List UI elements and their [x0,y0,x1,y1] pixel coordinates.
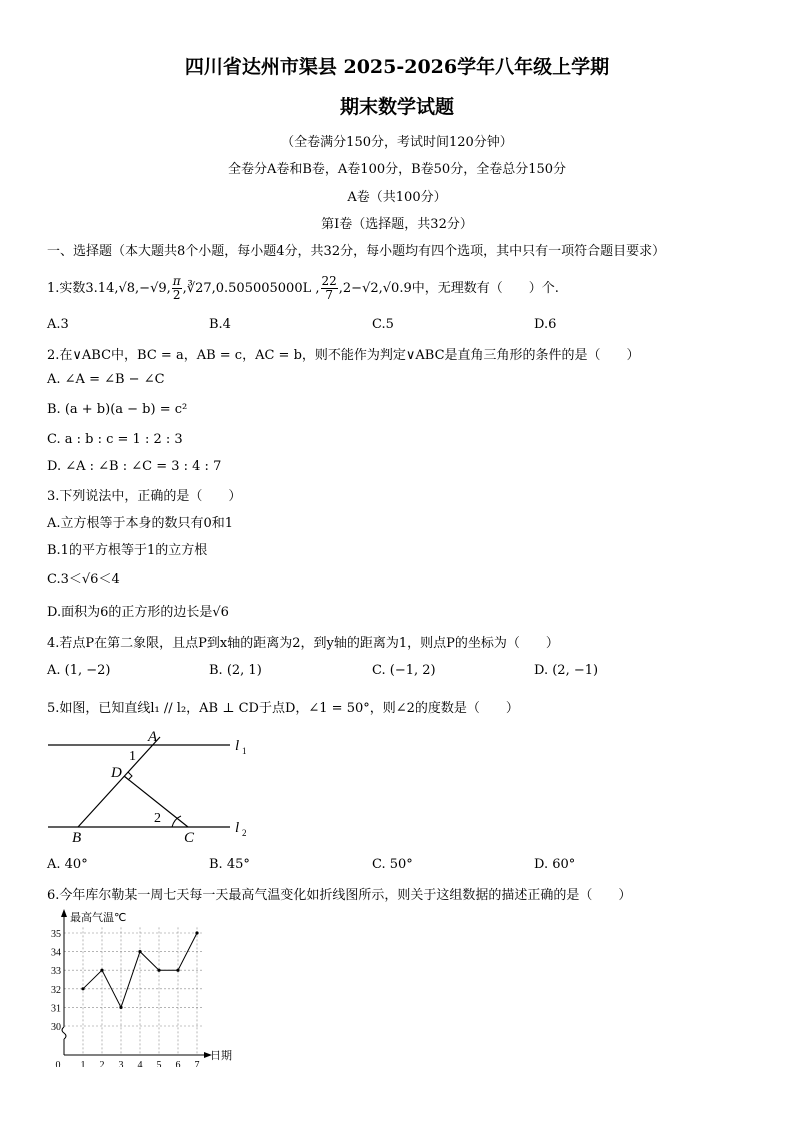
label-d: D [111,765,122,781]
exam-info-parts: 全卷分A卷和B卷，A卷100分，B卷50分，全卷总分150分 [227,162,567,177]
origin-label: 0 [55,1060,61,1067]
data-point-day-2 [100,969,103,972]
q1-option-c: C.5 [372,317,394,332]
chart-axes [61,909,212,1058]
segment-ab [78,737,160,827]
q1-option-b: B.4 [209,317,231,332]
y-tick-label-32: 32 [51,984,61,996]
x-tick-label-5: 5 [156,1060,162,1067]
q4-option-c: C. (−1, 2) [372,663,436,678]
q1-fraction-denominator: 7 [325,288,333,302]
label-l2: l [235,820,240,836]
y-axis-break [62,1027,66,1039]
exam-info-section: 第Ⅰ卷（选择题，共32分） [321,217,473,232]
q3-option-b: B.1的平方根等于1的立方根 [47,543,208,558]
data-point-day-3 [119,1006,122,1009]
q1-option-a: A.3 [47,317,69,332]
exam-info-score-time: （全卷满分150分，考试时间120分钟） [281,135,513,150]
label-l1: l [235,738,240,754]
y-axis-arrow [61,909,67,917]
label-angle-1: 1 [129,749,136,764]
q4-option-a: A. (1, −2) [47,663,111,678]
x-tick-label-6: 6 [175,1060,181,1067]
question-3: 3.下列说法中，正确的是（ ） [47,489,242,504]
label-a: A [148,729,158,745]
q4-option-b: B. (2, 1) [209,663,262,678]
q1-fraction [321,275,338,302]
parallel-lines-figure [40,725,260,850]
q2-option-b: B. (a + b)(a − b) = c² [47,402,188,417]
question-6: 6.今年库尔勒某一周七天每一天最高气温变化如折线图所示，则关于这组数据的描述正确的是（ ） [47,888,632,903]
temperature-line-chart [40,905,250,1067]
label-c: C [184,830,195,846]
x-tick-label-7: 7 [194,1060,200,1067]
q2-option-c: C. a : b : c = 1 : 2 : 3 [47,432,183,447]
x-tick-label-1: 1 [80,1060,86,1067]
exam-title-line2: 期末数学试题 [339,96,454,118]
chart-grid [64,927,203,1055]
q1-fraction-numerator: 22 [321,274,337,288]
chart-x-axis-label: 日期 [210,1049,232,1062]
q1-seq-b: ,∛27,0.505005000L , [182,281,320,296]
q1-seq-c: ,2−√2,√0.9 [338,281,412,296]
q2-option-a: A. ∠A = ∠B − ∠C [47,372,165,387]
question-4: 4.若点P在第二象限，且点P到x轴的距离为2，到y轴的距离为1，则点P的坐标为（ ） [47,636,559,651]
y-tick-label-34: 34 [51,947,61,959]
x-tick-label-3: 3 [118,1060,124,1067]
exam-title-line1: 四川省达州市渠县 2025-2026学年八年级上学期 [184,56,610,78]
label-l1-sub: 1 [242,746,247,756]
q1-pi-numerator: π [172,274,181,288]
data-point-day-4 [138,950,141,953]
right-angle-mark [128,772,132,780]
x-tick-label-2: 2 [99,1060,105,1067]
q1-suffix: 中，无理数有（ ）个. [411,281,559,296]
q2-option-d: D. ∠A : ∠B : ∠C = 3 : 4 : 7 [47,459,222,474]
q1-option-d: D.6 [534,317,557,332]
question-2: 2.在∨ABC中，BC = a，AB = c，AC = b，则不能作为判定∨ABC是直角三角形的条件的是（ ） [47,348,640,363]
q4-option-d: D. (2, −1) [534,663,599,678]
data-point-day-1 [81,987,84,990]
label-b: B [72,830,82,846]
q1-pi-denominator: 2 [172,288,181,302]
y-tick-label-31: 31 [51,1003,61,1015]
q5-option-c: C. 50° [372,857,413,872]
data-point-day-5 [157,969,160,972]
q1-seq-a: 3.14,√8,−√9, [85,281,171,296]
data-point-day-7 [195,931,198,934]
q3-option-d: D.面积为6的正方形的边长是√6 [47,605,229,620]
label-angle-2: 2 [154,811,161,826]
q1-pi-fraction [172,275,182,302]
question-5: 5.如图，已知直线l₁ // l₂，AB ⊥ CD于点D，∠1 = 50°，则∠2的度数是（ ） [47,701,519,716]
q5-option-a: A. 40° [47,857,88,872]
y-tick-label-30: 30 [51,1022,61,1033]
q5-option-b: B. 45° [209,857,250,872]
chart-y-axis-label: 最高气温℃ [70,911,127,924]
question-1 [47,271,559,307]
section-heading-choice: 一、选择题（本大题共8个小题，每小题4分，共32分，每小题均有四个选项，其中只有一项符合题目要求） [47,244,666,259]
chart-tick-labels [51,929,200,1067]
q1-prefix: 1.实数 [47,281,86,296]
q3-option-c: C.3＜√6＜4 [47,572,120,587]
q3-option-a: A.立方根等于本身的数只有0和1 [47,516,234,531]
data-point-day-6 [176,969,179,972]
exam-info-a-paper: A卷（共100分） [347,190,447,205]
y-tick-label-35: 35 [51,929,61,940]
label-l2-sub: 2 [242,828,247,838]
x-tick-label-4: 4 [137,1060,143,1067]
y-tick-label-33: 33 [51,966,61,978]
q5-option-d: D. 60° [534,857,576,872]
